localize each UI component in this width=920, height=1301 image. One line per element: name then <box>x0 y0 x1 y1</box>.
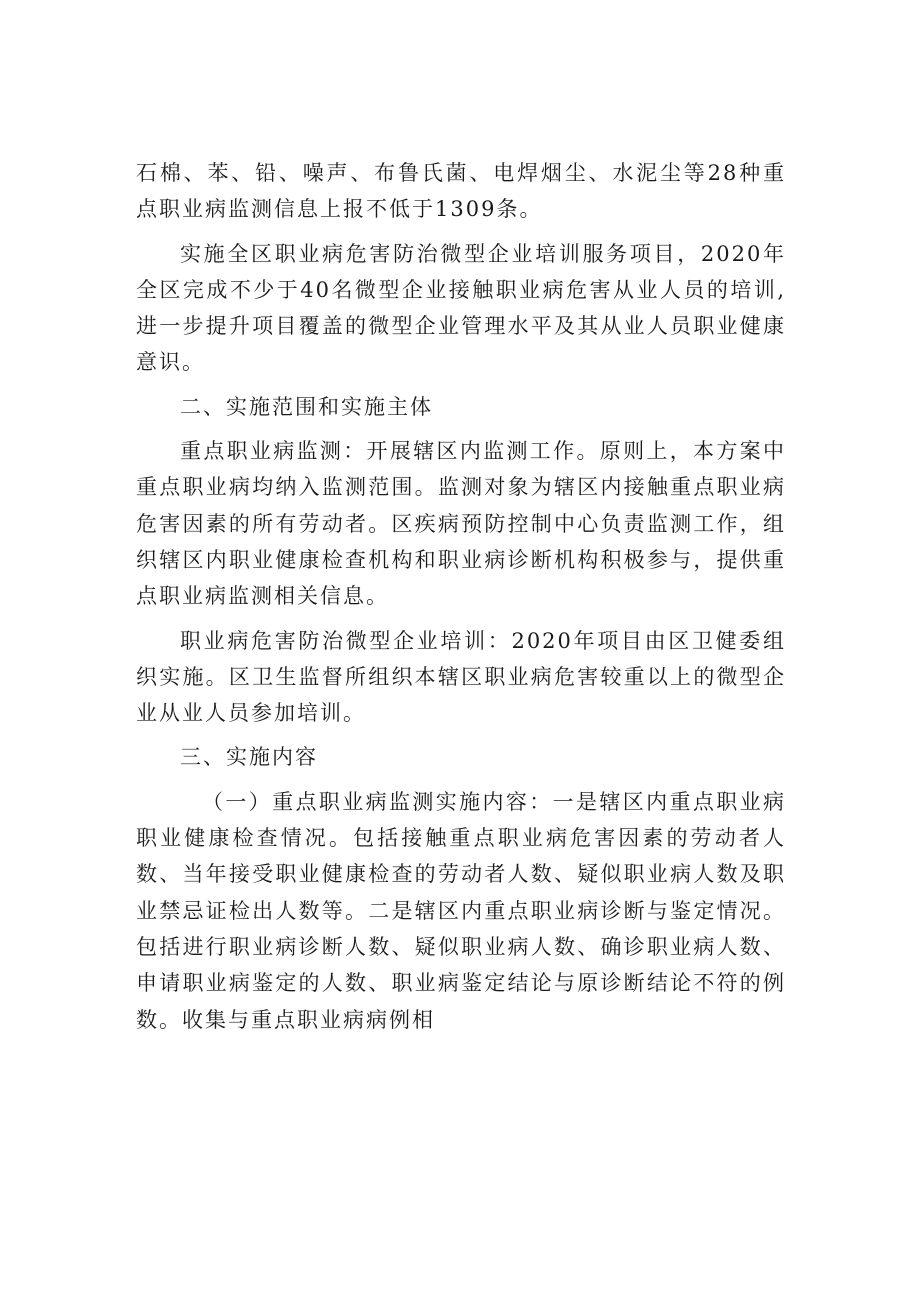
document-body <box>136 155 786 1038</box>
paragraph-continuation: 石棉、苯、铅、噪声、布鲁氏菌、电焊烟尘、水泥尘等28种重点职业病监测信息上报不低于1309条。 <box>136 161 786 222</box>
section-heading-scope: 二、实施范围和实施主体 <box>180 394 433 419</box>
paragraph-training-project: 实施全区职业病危害防治微型企业培训服务项目，2020年全区完成不少于40名微型企业接触职业病危害从业人员的培训,进一步提升项目覆盖的微型企业管理水平及其从业人员职业健康意识。 <box>136 241 786 375</box>
paragraph-training-scope: 职业病危害防治微型企业培训：2020年项目由区卫健委组织实施。区卫生监督所组织本辖区职业病危害较重以上的微型企业从业人员参加培训。 <box>136 628 786 726</box>
paragraph-monitoring-content: （一）重点职业病监测实施内容：一是辖区内重点职业病职业健康检查情况。包括接触重点职业病危害因素的劳动者人数、当年接受职业健康检查的劳动者人数、疑似职业病人数及职业禁忌证检出人数等。二是辖区内重点职业病诊断与鉴定情况。包括进行职业病诊断人数、疑似职业病人数、确诊职业病人数、申请职业病鉴定的人数、职业病鉴定结论与原诊断结论不符的例数。收集与重点职业病病例相 <box>136 789 786 1032</box>
section-heading-content: 三、实施内容 <box>180 745 318 770</box>
paragraph-monitoring-scope: 重点职业病监测：开展辖区内监测工作。原则上，本方案中重点职业病均纳入监测范围。监测对象为辖区内接触重点职业病危害因素的所有劳动者。区疾病预防控制中心负责监测工作，组织辖区内职业健康检查机构和职业病诊断机构积极参与，提供重点职业病监测相关信息。 <box>136 439 786 609</box>
